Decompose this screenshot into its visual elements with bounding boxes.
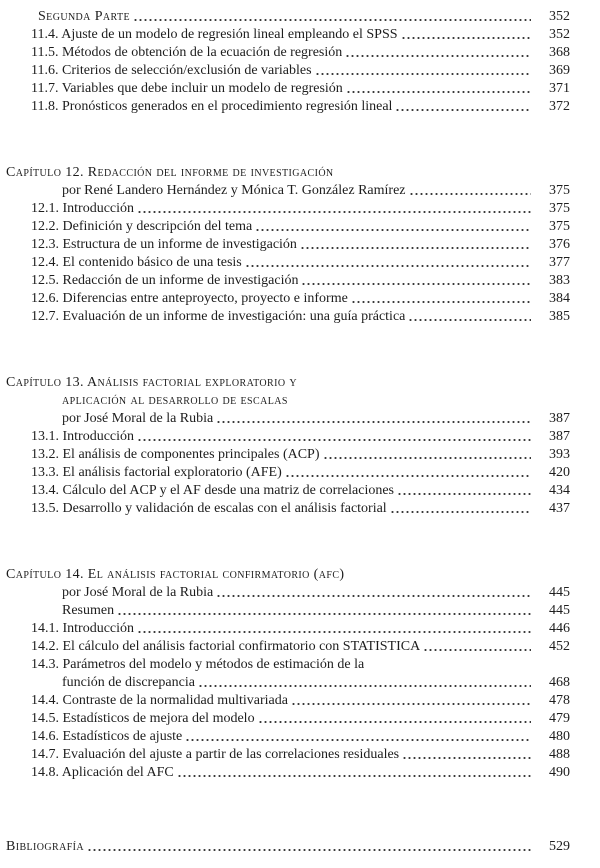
toc-row xyxy=(6,674,570,692)
toc-entry-text: 12.2. Definición y descripción del tema xyxy=(31,219,253,234)
toc-page-number: 434 xyxy=(549,483,570,498)
toc-entry-text: 12.7. Evaluación de un informe de investigación: una guía práctica xyxy=(31,309,406,324)
toc-row xyxy=(6,236,570,254)
toc-row xyxy=(6,290,570,308)
toc-entry-text: 11.5. Métodos de obtención de la ecuación de regresión xyxy=(31,45,343,60)
toc-page-number: 375 xyxy=(549,183,570,198)
toc-row xyxy=(6,8,570,26)
toc-entry-text: 13.5. Desarrollo y validación de escalas con el análisis factorial xyxy=(31,501,387,516)
toc-entry-text: 14.6. Estadísticos de ajuste xyxy=(31,729,183,744)
toc-row xyxy=(6,98,570,116)
toc-row xyxy=(6,838,570,856)
dotted-leader xyxy=(291,692,531,710)
dotted-leader xyxy=(87,838,531,856)
dotted-leader xyxy=(401,26,531,44)
dotted-leader xyxy=(397,482,531,500)
toc-entry-text: 11.7. Variables que debe incluir un modelo de regresión xyxy=(31,81,343,96)
toc-entry-text: aplicación al desarrollo de escalas xyxy=(62,393,288,408)
toc-row xyxy=(6,464,570,482)
toc-entry-text: 12.5. Redacción de un informe de investigación xyxy=(31,273,299,288)
toc-row xyxy=(6,602,570,620)
toc-page-number xyxy=(534,566,570,584)
dotted-leader xyxy=(117,602,531,620)
toc-group-bibliography xyxy=(6,838,570,856)
toc-page-number: 369 xyxy=(549,63,570,78)
toc-page-number: 480 xyxy=(549,729,570,744)
toc-page-number: 393 xyxy=(549,447,570,462)
toc-row xyxy=(6,710,570,728)
toc-page-number: 446 xyxy=(549,621,570,636)
toc-entry-text: 12.4. El contenido básico de una tesis xyxy=(31,255,242,270)
toc-row xyxy=(6,638,570,656)
toc-entry-text: Capítulo 12. Redacción del informe de investigación xyxy=(6,165,334,180)
dotted-leader xyxy=(315,62,531,80)
toc-page-number: 375 xyxy=(549,219,570,234)
toc-page-number: 371 xyxy=(549,81,570,96)
table-of-contents xyxy=(6,8,570,856)
toc-row xyxy=(6,566,570,584)
toc-page-number xyxy=(534,656,570,674)
toc-row xyxy=(6,656,570,674)
toc-row xyxy=(6,410,570,428)
toc-row xyxy=(6,62,570,80)
toc-entry-text: 12.3. Estructura de un informe de investigación xyxy=(31,237,297,252)
dotted-leader xyxy=(390,500,531,518)
toc-page-number: 445 xyxy=(549,603,570,618)
dotted-leader xyxy=(177,764,531,782)
toc-entry-text: 13.2. El análisis de componentes principales (ACP) xyxy=(31,447,320,462)
toc-entry-text: 14.8. Aplicación del AFC xyxy=(31,765,174,780)
toc-page-number: 479 xyxy=(549,711,570,726)
dotted-leader xyxy=(255,218,531,236)
toc-page-number: 478 xyxy=(549,693,570,708)
dotted-leader xyxy=(402,746,531,764)
toc-entry-text: Capítulo 14. El análisis factorial confirmatorio (afc) xyxy=(6,567,345,582)
dotted-leader xyxy=(137,200,531,218)
toc-entry-text: 11.4. Ajuste de un modelo de regresión lineal empleando el SPSS xyxy=(31,27,398,42)
toc-row xyxy=(6,272,570,290)
toc-page-number: 387 xyxy=(549,411,570,426)
toc-row xyxy=(6,254,570,272)
toc-entry-text: Bibliografía xyxy=(6,839,85,854)
toc-row xyxy=(6,44,570,62)
toc-entry-text: 14.7. Evaluación del ajuste a partir de las correlaciones residuales xyxy=(31,747,400,762)
toc-entry-text: por José Moral de la Rubia xyxy=(62,585,214,600)
dotted-leader xyxy=(409,182,532,200)
toc-entry-text: función de discrepancia xyxy=(62,675,195,690)
toc-entry-text: 13.3. El análisis factorial exploratorio (AFE) xyxy=(31,465,282,480)
dotted-leader xyxy=(323,446,532,464)
dotted-leader xyxy=(346,80,531,98)
dotted-leader xyxy=(216,584,531,602)
toc-page-number: 437 xyxy=(549,501,570,516)
toc-page-number xyxy=(534,374,570,392)
dotted-leader xyxy=(285,464,531,482)
dotted-leader xyxy=(245,254,531,272)
dotted-leader xyxy=(133,8,531,26)
toc-page-number: 376 xyxy=(549,237,570,252)
toc-entry-text: 11.8. Pronósticos generados en el procedimiento regresión lineal xyxy=(31,99,393,114)
dotted-leader xyxy=(301,272,531,290)
toc-group-ch13 xyxy=(6,374,570,518)
toc-row xyxy=(6,482,570,500)
toc-page-number: 387 xyxy=(549,429,570,444)
toc-page-number: 352 xyxy=(549,27,570,42)
toc-entry-text: 13.1. Introducción xyxy=(31,429,135,444)
toc-page-number: 468 xyxy=(549,675,570,690)
toc-page-number: 490 xyxy=(549,765,570,780)
toc-page-number: 368 xyxy=(549,45,570,60)
toc-row xyxy=(6,218,570,236)
toc-page-number: 383 xyxy=(549,273,570,288)
toc-page-number: 352 xyxy=(549,9,570,24)
toc-entry-text: 14.3. Parámetros del modelo y métodos de estimación de la xyxy=(31,657,365,672)
dotted-leader xyxy=(345,44,531,62)
toc-entry-text: 14.5. Estadísticos de mejora del modelo xyxy=(31,711,255,726)
dotted-leader xyxy=(300,236,531,254)
toc-entry-text: 11.6. Criterios de selección/exclusión de variables xyxy=(31,63,312,78)
toc-page-number: 384 xyxy=(549,291,570,306)
toc-row xyxy=(6,182,570,200)
toc-page-number: 452 xyxy=(549,639,570,654)
dotted-leader xyxy=(185,728,531,746)
toc-row xyxy=(6,374,570,392)
dotted-leader xyxy=(137,428,531,446)
dotted-leader xyxy=(137,620,531,638)
toc-row xyxy=(6,308,570,326)
toc-group-ch14 xyxy=(6,566,570,782)
dotted-leader xyxy=(216,410,531,428)
toc-page-number: 529 xyxy=(549,839,570,854)
toc-entry-text: 14.1. Introducción xyxy=(31,621,135,636)
toc-page-number: 445 xyxy=(549,585,570,600)
toc-page-number: 420 xyxy=(549,465,570,480)
toc-entry-text: Segunda Parte xyxy=(38,9,130,24)
toc-row xyxy=(6,764,570,782)
toc-entry-text: por José Moral de la Rubia xyxy=(62,411,214,426)
toc-entry-text: Capítulo 13. Análisis factorial exploratorio y xyxy=(6,375,297,390)
toc-entry-text: 14.4. Contraste de la normalidad multivariada xyxy=(31,693,288,708)
toc-entry-text: 13.4. Cálculo del ACP y el AF desde una matriz de correlaciones xyxy=(31,483,395,498)
toc-row xyxy=(6,500,570,518)
dotted-leader xyxy=(198,674,531,692)
toc-row xyxy=(6,164,570,182)
toc-entry-text: 14.2. El cálculo del análisis factorial confirmatorio con STATISTICA xyxy=(31,639,421,654)
toc-page-number: 377 xyxy=(549,255,570,270)
toc-row xyxy=(6,428,570,446)
dotted-leader xyxy=(395,98,531,116)
toc-row xyxy=(6,584,570,602)
toc-entry-text: 12.6. Diferencias entre anteproyecto, proyecto e informe xyxy=(31,291,348,306)
toc-group-part2-ch11 xyxy=(6,8,570,116)
toc-row xyxy=(6,692,570,710)
dotted-leader xyxy=(258,710,531,728)
toc-row xyxy=(6,620,570,638)
toc-row xyxy=(6,728,570,746)
dotted-leader xyxy=(423,638,531,656)
toc-group-ch12 xyxy=(6,164,570,326)
toc-page-number: 372 xyxy=(549,99,570,114)
toc-entry-text: por René Landero Hernández y Mónica T. González Ramírez xyxy=(62,183,406,198)
toc-page-number xyxy=(534,164,570,182)
toc-page-number xyxy=(534,392,570,410)
toc-entry-text: Resumen xyxy=(62,603,115,618)
toc-row xyxy=(6,26,570,44)
toc-page-number: 385 xyxy=(549,309,570,324)
toc-row xyxy=(6,446,570,464)
dotted-leader xyxy=(408,308,531,326)
toc-entry-text: 12.1. Introducción xyxy=(31,201,135,216)
toc-row xyxy=(6,746,570,764)
toc-page-number: 375 xyxy=(549,201,570,216)
dotted-leader xyxy=(351,290,531,308)
toc-row xyxy=(6,80,570,98)
toc-row xyxy=(6,392,570,410)
toc-page-number: 488 xyxy=(549,747,570,762)
toc-row xyxy=(6,200,570,218)
